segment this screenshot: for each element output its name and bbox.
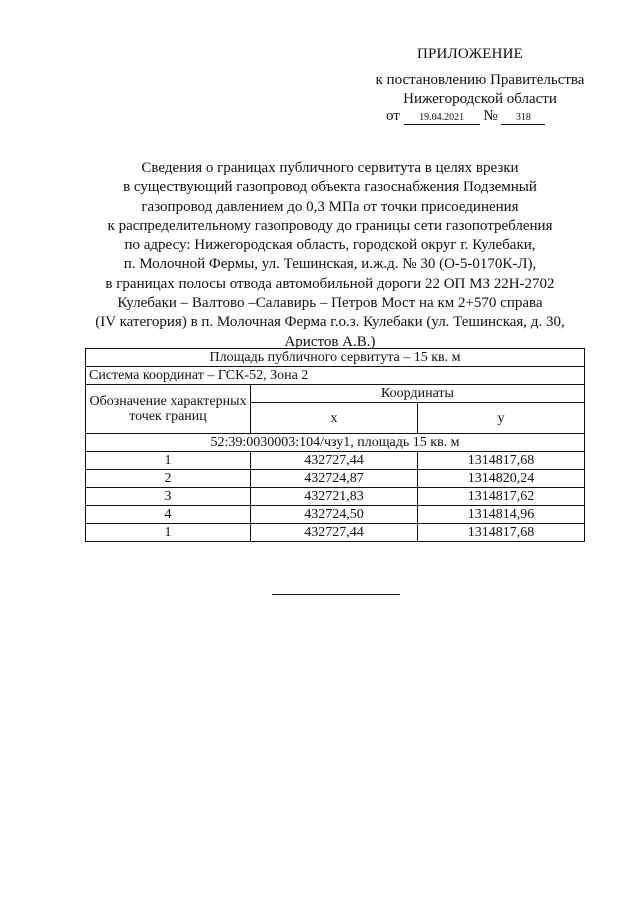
point-cell: 4 bbox=[86, 506, 251, 524]
x-header: x bbox=[251, 403, 418, 434]
heading-line: Кулебаки – Валтово –Салавирь – Петров Мост на км 2+570 справа bbox=[117, 295, 543, 312]
coordinates-header: Координаты bbox=[251, 385, 585, 403]
appendix-title: ПРИЛОЖЕНИЕ bbox=[416, 46, 524, 62]
heading-line: в границах полосы отвода автомобильной дороги 22 ОП МЗ 22Н-2702 bbox=[105, 275, 555, 292]
point-cell: 2 bbox=[86, 470, 251, 488]
table-header-row bbox=[86, 385, 585, 403]
table-row bbox=[86, 488, 585, 506]
coordinates-table bbox=[85, 348, 585, 542]
document-heading bbox=[60, 159, 600, 352]
table-row bbox=[86, 452, 585, 470]
y-cell: 1314817,62 bbox=[418, 488, 585, 506]
table-row bbox=[86, 470, 585, 488]
heading-line: по адресу: Нижегородская область, городской округ г. Кулебаки, bbox=[124, 237, 536, 254]
heading-line: Сведения о границах публичного сервитута в целях врезки bbox=[141, 160, 519, 176]
y-cell: 1314814,96 bbox=[418, 506, 585, 524]
from-label: от bbox=[386, 108, 400, 124]
coordinate-system-cell: Система координат – ГСК-52, Зона 2 bbox=[86, 367, 585, 385]
table-row bbox=[86, 524, 585, 542]
table-area-row bbox=[86, 349, 585, 367]
x-cell: 432727,44 bbox=[251, 524, 418, 542]
point-cell: 1 bbox=[86, 452, 251, 470]
heading-line: к распределительному газопроводу до границы сети газопотребления bbox=[107, 217, 553, 234]
closing-divider bbox=[272, 594, 400, 595]
x-cell: 432721,83 bbox=[251, 488, 418, 506]
heading-line: Аристов А.В.) bbox=[284, 333, 376, 350]
appendix-reference-line: к постановлению Правительства bbox=[375, 72, 585, 88]
resolution-number: 318 bbox=[501, 112, 545, 125]
table-row bbox=[86, 506, 585, 524]
area-cell: Площадь публичного сервитута – 15 кв. м bbox=[86, 349, 585, 367]
x-cell: 432724,87 bbox=[251, 470, 418, 488]
heading-line: п. Молочной Фермы, ул. Тешинская, и.ж.д. № 30 (О-5-0170К-Л), bbox=[123, 256, 537, 273]
heading-line: в существующий газопровод объекта газоснабжения Подземный bbox=[123, 179, 537, 196]
y-cell: 1314817,68 bbox=[418, 524, 585, 542]
y-cell: 1314820,24 bbox=[418, 470, 585, 488]
points-header: Обозначение характерных точек границ bbox=[86, 385, 251, 434]
number-label: № bbox=[483, 108, 498, 124]
table-system-row bbox=[86, 367, 585, 385]
x-cell: 432724,50 bbox=[251, 506, 418, 524]
parcel-cell: 52:39:0030003:104/чзу1, площадь 15 кв. м bbox=[86, 434, 585, 452]
point-cell: 1 bbox=[86, 524, 251, 542]
resolution-date-number bbox=[386, 108, 545, 125]
appendix-reference-line: Нижегородской области bbox=[403, 91, 557, 107]
resolution-date: 19.04.2021 bbox=[404, 112, 480, 125]
heading-line: (IV категория) в п. Молочная Ферма г.о.з. Кулебаки (ул. Тешинская, д. 30, bbox=[95, 314, 565, 331]
x-cell: 432727,44 bbox=[251, 452, 418, 470]
y-cell: 1314817,68 bbox=[418, 452, 585, 470]
y-header: y bbox=[418, 403, 585, 434]
table-parcel-row bbox=[86, 434, 585, 452]
heading-line: газопровод давлением до 0,3 МПа от точки присоединения bbox=[141, 198, 519, 215]
appendix-reference bbox=[340, 71, 620, 109]
point-cell: 3 bbox=[86, 488, 251, 506]
